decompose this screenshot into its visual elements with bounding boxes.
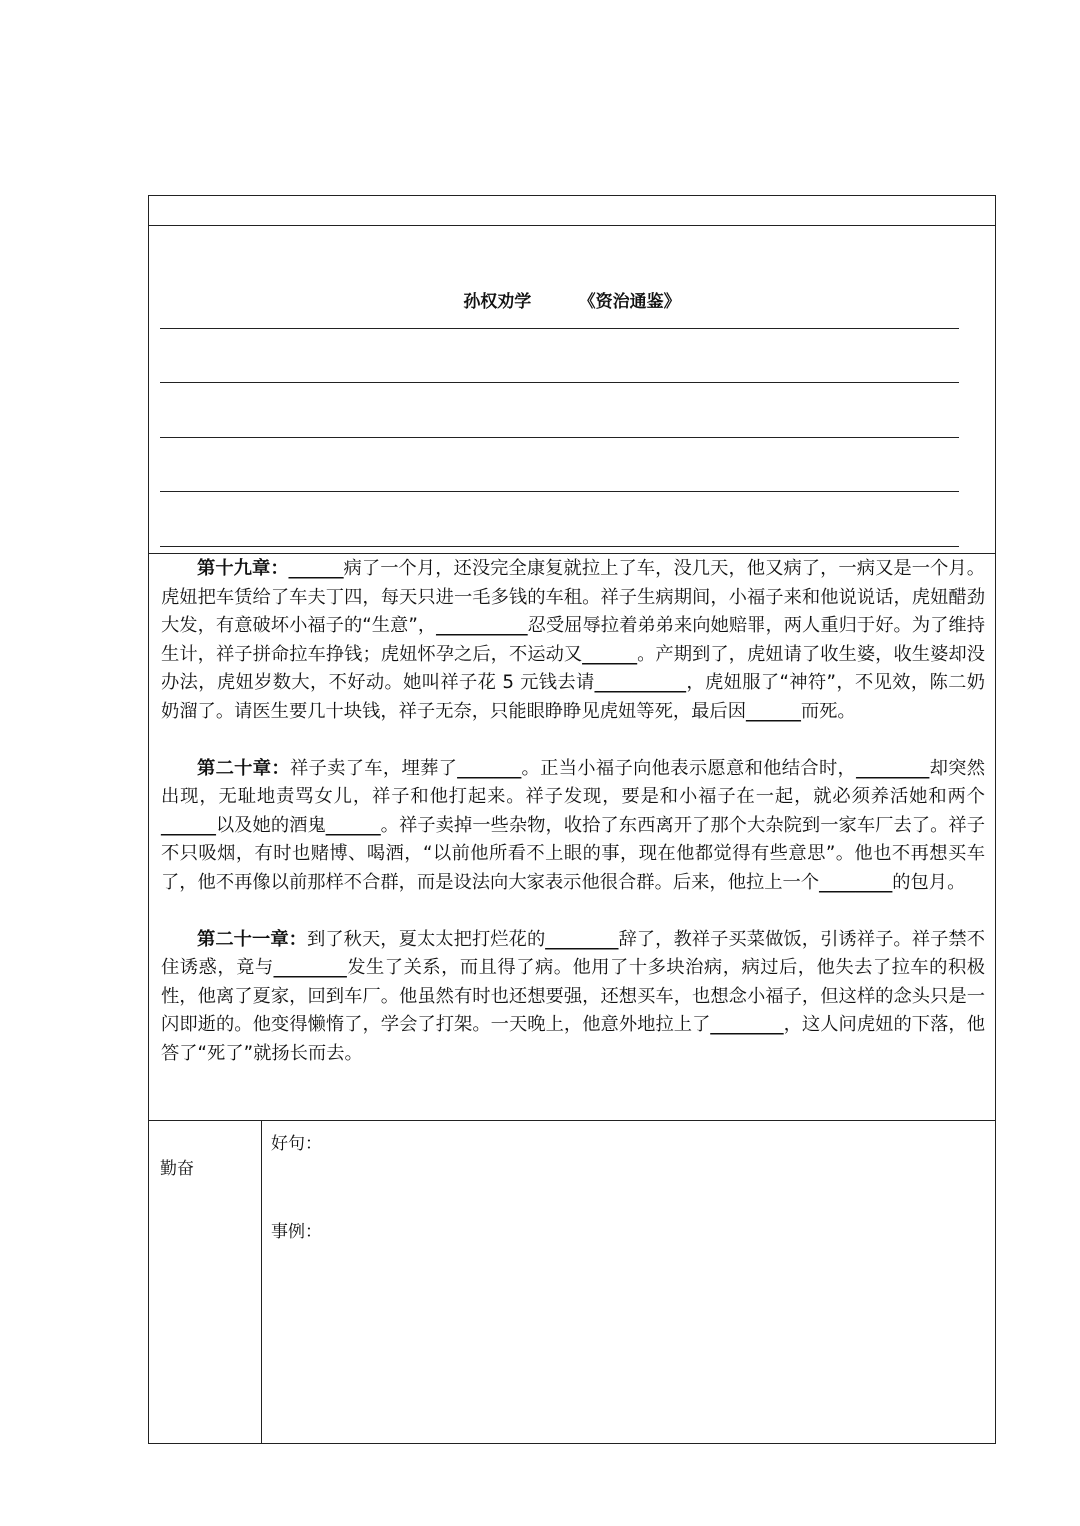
notes-row [149,1121,995,1443]
paragraph-text: 却突然出现，无耻地责骂女儿，祥子和他打起来。祥子发现，要是和小福子在一起，就必须养活她和两个 [161,757,986,808]
paragraph-text: ，虎妞服了“神符”，不见效，陈二奶奶溜了。请医生要几十块钱，祥子无奈，只能眼睁睁见虎妞等死，最后因 [161,672,985,722]
category-label: 勤奋 [160,1159,194,1179]
chapter-heading: 第十九章： [197,558,289,579]
fill-in-blank[interactable]: ______ [325,814,381,836]
worksheet-table [148,195,996,1444]
fill-in-blank[interactable]: ______ [746,700,801,722]
category-cell [149,1121,262,1443]
title-row [149,225,995,554]
writing-line[interactable] [160,546,959,547]
fill-in-blank[interactable]: _______ [457,757,522,779]
chapter-paragraph [161,555,985,727]
chapter-heading: 第二十一章： [197,928,307,950]
title: 孙权劝学 《资治通鉴》 [463,292,681,312]
paragraph-text: ，这人问虎妞的下落，他答了“死了”就扬长而去。 [161,1014,986,1064]
paragraph-text: 而死。 [800,700,856,722]
fill-in-blank[interactable]: __________ [436,615,528,637]
fill-in-blank[interactable]: ________ [819,871,893,893]
fill-in-blank[interactable]: ______ [161,814,216,836]
good-sentence-label: 好句： [271,1134,322,1154]
paragraph-text: 辞了，教祥子买菜做饭，引诱祥子。祥子禁不住诱惑，竟与 [161,928,986,979]
paragraph-text: 。正当小福子向他表示愿意和他结合时， [521,757,857,779]
fill-in-blank[interactable]: ______ [582,643,638,665]
fill-in-blank[interactable]: ________ [273,957,347,979]
paragraph-text: 祥子卖了车，埋葬了 [289,757,458,779]
chapter-paragraph [161,926,985,1069]
header-row [149,196,995,226]
fill-in-blank[interactable]: ________ [545,928,619,950]
writing-line[interactable] [160,382,959,383]
paragraph-text: 。产期到了，虎妞请了收生婆，收生婆却没办法，虎妞岁数大，不好动。她叫祥子花 5 元钱去请 [161,643,986,694]
fill-in-blank[interactable]: ______ [288,558,344,579]
paragraph-text: 以及她的酒鬼 [215,814,326,836]
chapter-paragraph [161,755,985,898]
paragraph-text: 忍受屈辱拉着弟弟来向她赔罪，两人重归于好。为了维持生计，祥子拼命拉车挣钱；虎妞怀孕之后，不运动又 [161,615,986,665]
fill-in-blank[interactable]: ________ [856,757,930,779]
writing-line[interactable] [160,437,959,438]
paragraph-text: 到了秋天，夏太太把打烂花的 [306,928,546,950]
fill-in-blank[interactable]: ________ [710,1014,784,1036]
paragraph-text: 病了一个月，还没完全康复就拉上了车，没几天，他又病了，一病又是一个月。虎妞把车赁给了车夫丁四，每天只进一毛多钱的车租。祥子生病期间，小福子来和他说说话，虎妞醋劲大发，有意破坏小福子的“生意”， [161,558,986,637]
chapter-heading: 第二十章： [197,757,290,779]
paragraph-text: 的包月。 [892,871,966,893]
chapter-summaries [149,553,995,1121]
fill-in-blank[interactable]: __________ [594,672,687,694]
writing-line[interactable] [160,491,959,492]
example-label: 事例： [271,1222,322,1242]
writing-line[interactable] [160,328,959,329]
paragraph-text: 发生了关系，而且得了病。他用了十多块治病，病过后，他失去了拉车的积极性，他离了夏家，回到车厂。他虽然有时也还想要强，还想买车，也想念小福子，但这样的念头只是一闪即逝的。他变得懒惰了，学会了打架。一天晚上，他意外地拉上了 [161,957,986,1036]
paragraph-text: 。祥子卖掉一些杂物，收拾了东西离开了那个大杂院到一家车厂去了。祥子不只吸烟，有时也赌博、喝酒，“以前他所看不上眼的事，现在他都觉得有些意思”。他也不再想买车了，他不再像以前那样不合群，而是设法向大家表示他很合群。后来，他拉上一个 [161,814,986,893]
